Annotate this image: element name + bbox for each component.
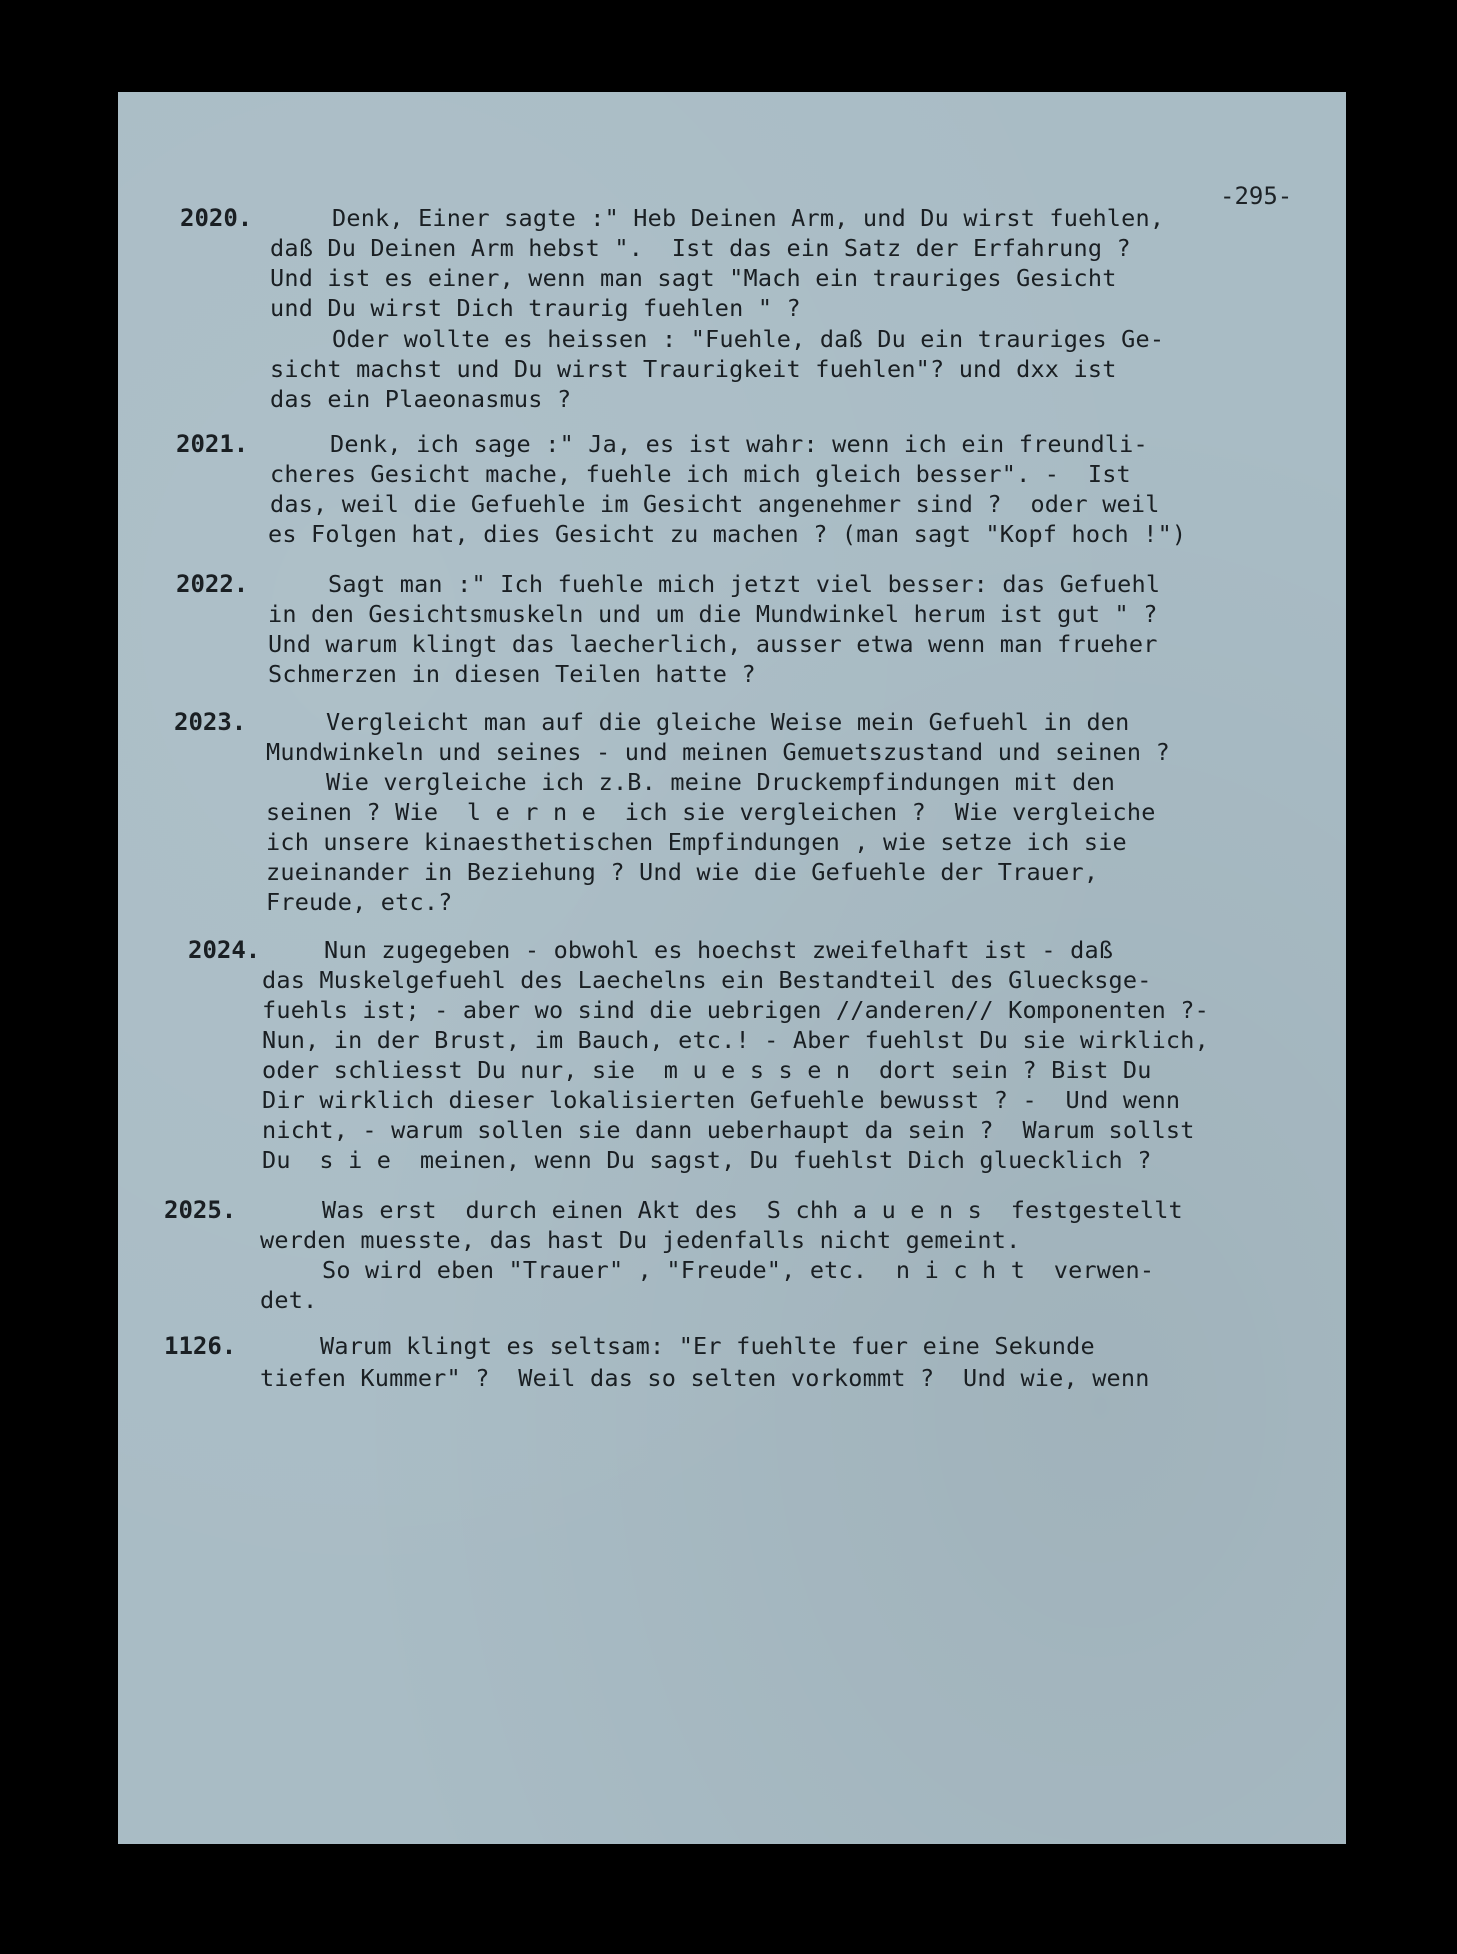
entry-number: 2022. — [176, 570, 249, 598]
entry-line: tiefen Kummer" ? Weil das so selten vorkommt ? Und wie, wenn — [260, 1364, 1150, 1392]
entry-line: das, weil die Gefuehle im Gesicht angenehmer sind ? oder weil — [270, 490, 1160, 518]
typewritten-page — [118, 92, 1346, 1844]
entry-line: Oder wollte es heissen : "Fuehle, daß Du ein trauriges Ge- — [332, 325, 1165, 353]
entry-line: daß Du Deinen Arm hebst ". Ist das ein Satz der Erfahrung ? — [270, 234, 1131, 262]
entry-line: in den Gesichtsmuskeln und um die Mundwinkel herum ist gut " ? — [268, 600, 1158, 628]
entry-line: Denk, Einer sagte :" Heb Deinen Arm, und Du wirst fuehlen, — [332, 204, 1165, 232]
entry-line: Nun, in der Brust, im Bauch, etc.! - Aber fuehlst Du sie wirklich, — [262, 1026, 1209, 1054]
entry-line: seinen ? Wie l e r n e ich sie vergleichen ? Wie vergleiche — [266, 798, 1156, 826]
entry-line: zueinander in Beziehung ? Und wie die Gefuehle der Trauer, — [266, 858, 1099, 886]
entry-line: Freude, etc.? — [266, 888, 453, 916]
entry-line: Was erst durch einen Akt des S chh a u e n s festgestellt — [322, 1196, 1183, 1224]
entry-line: das Muskelgefuehl des Laechelns ein Bestandteil des Gluecksge- — [262, 966, 1152, 994]
entry-line: fuehls ist; - aber wo sind die uebrigen //anderen// Komponenten ?- — [262, 996, 1209, 1024]
entry-number: 1126. — [164, 1332, 237, 1360]
entry-line: oder schliesst Du nur, sie m u e s s e n dort sein ? Bist Du — [262, 1056, 1152, 1084]
entry-line: ich unsere kinaesthetischen Empfindungen , wie setze ich sie — [266, 828, 1127, 856]
entry-line: Mundwinkeln und seines - und meinen Gemuetszustand und seinen ? — [266, 738, 1170, 766]
entry-line: cheres Gesicht mache, fuehle ich mich gleich besser". - Ist — [270, 460, 1131, 488]
entry-line: sicht machst und Du wirst Traurigkeit fuehlen"? und dxx ist — [270, 355, 1117, 383]
entry-line: Warum klingt es seltsam: "Er fuehlte fuer eine Sekunde — [320, 1332, 1095, 1360]
entry-number: 2021. — [176, 430, 249, 458]
entry-line: Sagt man :" Ich fuehle mich jetzt viel besser: das Gefuehl — [328, 570, 1161, 598]
entry-line: nicht, - warum sollen sie dann ueberhaupt da sein ? Warum sollst — [262, 1116, 1195, 1144]
entry-line: Und ist es einer, wenn man sagt "Mach ein trauriges Gesicht — [270, 264, 1117, 292]
entry-line: Nun zugegeben - obwohl es hoechst zweifelhaft ist - daß — [324, 936, 1114, 964]
entry-line: Wie vergleiche ich z.B. meine Druckempfindungen mit den — [326, 768, 1116, 796]
entry-line: Du s i e meinen, wenn Du sagst, Du fuehlst Dich gluecklich ? — [262, 1146, 1152, 1174]
entry-line: Schmerzen in diesen Teilen hatte ? — [268, 660, 756, 688]
entry-number: 2020. — [180, 204, 253, 232]
entry-number: 2025. — [164, 1196, 237, 1224]
entry-line: Und warum klingt das laecherlich, ausser etwa wenn man frueher — [268, 630, 1158, 658]
entry-line: Vergleicht man auf die gleiche Weise mein Gefuehl in den — [326, 708, 1130, 736]
page-number: -295- — [1220, 182, 1293, 210]
entry-line: und Du wirst Dich traurig fuehlen " ? — [270, 294, 801, 322]
entry-line: das ein Plaeonasmus ? — [270, 385, 572, 413]
entry-line: es Folgen hat, dies Gesicht zu machen ? (man sagt "Kopf hoch !") — [268, 520, 1187, 548]
entry-number: 2023. — [174, 708, 247, 736]
entry-line: werden muesste, das hast Du jedenfalls nicht gemeint. — [260, 1226, 1021, 1254]
entry-line: Dir wirklich dieser lokalisierten Gefuehle bewusst ? - Und wenn — [262, 1086, 1181, 1114]
entry-number: 2024. — [188, 936, 261, 964]
entry-line: So wird eben "Trauer" , "Freude", etc. n i c h t verwen- — [322, 1256, 1155, 1284]
entry-line: det. — [260, 1286, 318, 1314]
entry-line: Denk, ich sage :" Ja, es ist wahr: wenn ich ein freundli- — [330, 430, 1148, 458]
